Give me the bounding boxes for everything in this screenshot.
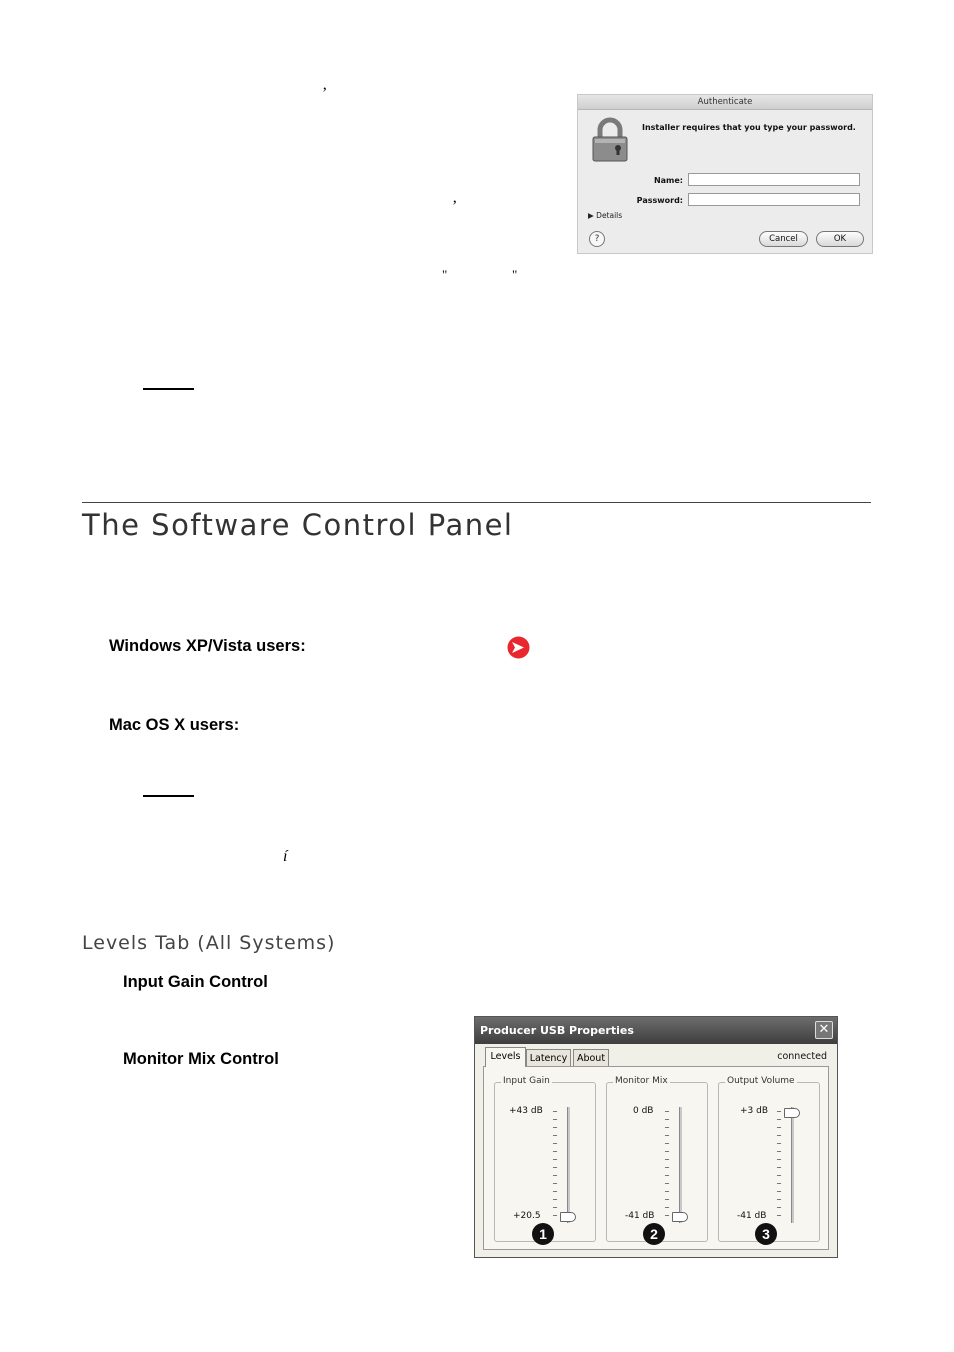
callout-badge-3: 3 <box>755 1223 777 1245</box>
disclosure-triangle-icon: ▶ <box>588 211 594 220</box>
input-gain-max-value: +43 dB <box>509 1106 543 1116</box>
tab-latency[interactable]: Latency <box>526 1049 571 1066</box>
details-label: Details <box>596 211 623 220</box>
slider-ticks <box>777 1111 781 1221</box>
monitor-mix-control-label: Monitor Mix Control <box>123 1050 279 1068</box>
input-gain-track <box>567 1107 570 1223</box>
slider-ticks <box>665 1111 669 1221</box>
output-volume-min-value: -41 dB <box>737 1211 767 1221</box>
monitor-mix-group <box>606 1076 708 1242</box>
note-underline <box>143 795 194 797</box>
producer-usb-properties-dialog <box>474 1016 838 1258</box>
password-label: Password: <box>636 196 683 205</box>
section-divider <box>82 502 871 503</box>
input-gain-label: Input Gain <box>503 1076 550 1086</box>
input-gain-control-label: Input Gain Control <box>123 973 268 991</box>
authenticate-message: Installer requires that you type your password. <box>642 123 856 132</box>
stray-quote-open: " <box>442 267 448 282</box>
m-audio-logo-icon <box>507 636 530 659</box>
name-field[interactable] <box>688 173 860 186</box>
section-title: The Software Control Panel <box>82 508 514 542</box>
stray-apostrophe: ’ <box>322 85 328 102</box>
windows-users-label: Windows XP/Vista users: <box>109 637 306 655</box>
stray-quote-close: " <box>512 267 518 282</box>
input-gain-slider-thumb[interactable] <box>560 1212 576 1222</box>
name-label: Name: <box>653 176 683 185</box>
details-disclosure[interactable] <box>588 211 622 220</box>
input-gain-current-value: +20.5 <box>513 1211 541 1221</box>
tab-about[interactable]: About <box>573 1049 609 1066</box>
mac-users-label: Mac OS X users: <box>109 716 240 734</box>
note-underline <box>143 388 194 390</box>
dialog-title: Producer USB Properties <box>475 1017 837 1044</box>
monitor-mix-track <box>679 1107 682 1223</box>
callout-badge-1: 1 <box>532 1223 554 1245</box>
output-volume-label: Output Volume <box>727 1076 795 1086</box>
output-volume-slider-thumb[interactable] <box>784 1108 800 1118</box>
monitor-mix-slider-thumb[interactable] <box>672 1212 688 1222</box>
ok-button[interactable]: OK <box>816 231 864 247</box>
callout-badge-2: 2 <box>643 1223 665 1245</box>
password-field[interactable] <box>688 193 860 206</box>
help-button[interactable]: ? <box>589 231 605 247</box>
authenticate-title: Authenticate <box>578 95 872 110</box>
output-volume-group <box>718 1076 820 1242</box>
lock-icon <box>590 117 630 163</box>
close-button[interactable]: ✕ <box>815 1021 833 1039</box>
input-gain-group <box>494 1076 596 1242</box>
tab-levels[interactable]: Levels <box>485 1047 526 1067</box>
cancel-button[interactable]: Cancel <box>759 231 808 247</box>
monitor-mix-current-value: -41 dB <box>625 1211 655 1221</box>
slider-ticks <box>553 1111 557 1221</box>
output-volume-max-value: +3 dB <box>740 1106 769 1116</box>
stray-apostrophe: ’ <box>452 198 458 215</box>
monitor-mix-label: Monitor Mix <box>615 1076 668 1086</box>
connection-status: connected <box>777 1051 827 1062</box>
levels-panel <box>483 1066 829 1250</box>
monitor-mix-max-value: 0 dB <box>633 1106 654 1116</box>
stray-accent-character: í <box>283 848 288 865</box>
authenticate-dialog <box>577 94 873 254</box>
levels-tab-title: Levels Tab (All Systems) <box>82 932 336 954</box>
output-volume-track <box>791 1107 794 1223</box>
